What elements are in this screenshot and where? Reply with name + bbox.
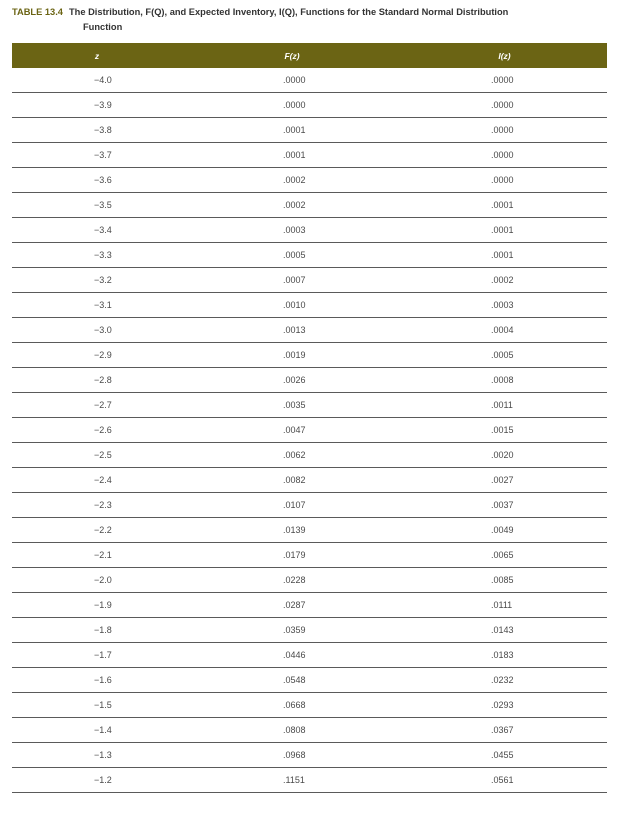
table-caption [12,5,607,35]
table-row [12,318,607,343]
cell-z: −3.5 [94,200,112,210]
cell-z: −1.4 [94,725,112,735]
table-row [12,518,607,543]
table-row [12,468,607,493]
cell-i: .0011 [491,400,513,410]
cell-f: .1151 [283,775,305,785]
cell-i: .0000 [491,75,514,85]
table-row [12,743,607,768]
table-row [12,493,607,518]
cell-z: −2.0 [94,575,112,585]
cell-i: .0004 [491,325,514,335]
cell-f: .0359 [283,625,306,635]
table-row [12,368,607,393]
table-row [12,693,607,718]
table-label: TABLE 13.4 [12,7,63,17]
cell-z: −2.2 [94,525,112,535]
column-header-z: z [94,50,100,61]
cell-z: −2.1 [94,550,112,560]
table-body [12,68,607,793]
cell-f: .0047 [283,425,306,435]
cell-f: .0026 [283,375,306,385]
cell-f: .0446 [283,650,306,660]
table-row [12,568,607,593]
cell-i: .0455 [491,750,514,760]
cell-z: −2.8 [94,375,112,385]
cell-i: .0000 [491,100,514,110]
cell-z: −1.9 [94,600,112,610]
cell-z: −2.4 [94,475,112,485]
table-row [12,618,607,643]
cell-z: −2.7 [94,400,112,410]
cell-z: −3.3 [94,250,112,260]
cell-i: .0143 [491,625,514,635]
cell-i: .0002 [491,275,514,285]
cell-f: .0668 [283,700,306,710]
cell-z: −3.0 [94,325,112,335]
distribution-table [12,43,607,793]
table-row [12,643,607,668]
table-row [12,268,607,293]
cell-f: .0139 [283,525,306,535]
cell-f: .0003 [283,225,306,235]
cell-i: .0003 [491,300,514,310]
cell-f: .0035 [283,400,306,410]
cell-f: .0968 [283,750,306,760]
cell-i: .0001 [491,200,514,210]
cell-i: .0000 [491,125,514,135]
cell-z: −1.8 [94,625,112,635]
cell-z: −1.7 [94,650,112,660]
table-title: The Distribution, F(Q), and Expected Inventory, I(Q), Functions for the Standard Normal Distribution [68,7,509,17]
cell-i: .0000 [491,175,514,185]
cell-z: −3.2 [94,275,112,285]
cell-z: −1.5 [94,700,112,710]
cell-z: −3.1 [94,300,112,310]
cell-i: .0111 [491,600,513,610]
table-row [12,68,607,93]
cell-i: .0001 [491,250,514,260]
cell-f: .0002 [283,200,306,210]
cell-z: −2.3 [94,500,112,510]
table-row [12,143,607,168]
table-row [12,168,607,193]
cell-i: .0027 [491,475,514,485]
table-row [12,418,607,443]
cell-f: .0019 [283,350,306,360]
cell-f: .0005 [283,250,306,260]
cell-i: .0085 [491,575,514,585]
cell-f: .0007 [283,275,306,285]
cell-z: −2.5 [94,450,112,460]
cell-i: .0000 [491,150,514,160]
cell-f: .0107 [283,500,306,510]
table-row [12,593,607,618]
table-row [12,193,607,218]
cell-f: .0013 [283,325,306,335]
cell-f: .0010 [283,300,306,310]
cell-z: −1.6 [94,675,112,685]
cell-z: −3.4 [94,225,112,235]
table-row [12,218,607,243]
cell-i: .0293 [491,700,514,710]
cell-i: .0065 [491,550,514,560]
cell-z: −1.3 [94,750,112,760]
cell-f: .0001 [283,150,306,160]
table-row [12,443,607,468]
cell-i: .0001 [491,225,514,235]
cell-f: .0062 [283,450,306,460]
cell-f: .0000 [283,100,306,110]
cell-z: −3.9 [94,100,112,110]
cell-i: .0020 [491,450,514,460]
cell-i: .0015 [491,425,514,435]
cell-f: .0287 [283,600,306,610]
cell-i: .0232 [491,675,514,685]
cell-z: −2.6 [94,425,112,435]
table-row [12,543,607,568]
cell-f: .0001 [283,125,306,135]
cell-i: .0561 [491,775,514,785]
cell-f: .0082 [283,475,306,485]
table-row [12,668,607,693]
cell-f: .0548 [283,675,306,685]
table-row [12,93,607,118]
table-header-row [12,43,607,68]
cell-i: .0183 [491,650,514,660]
column-header-f: F(z) [284,50,300,61]
cell-f: .0808 [283,725,306,735]
cell-z: −3.7 [94,150,112,160]
cell-i: .0005 [491,350,514,360]
cell-i: .0037 [491,500,514,510]
column-header-i: I(z) [498,50,511,61]
cell-z: −1.2 [94,775,112,785]
table-row [12,343,607,368]
table-row [12,393,607,418]
cell-z: −2.9 [94,350,112,360]
cell-i: .0008 [491,375,514,385]
cell-f: .0228 [283,575,306,585]
table-row [12,293,607,318]
cell-f: .0000 [283,75,306,85]
table-row [12,768,607,793]
cell-i: .0049 [491,525,514,535]
table-title-continuation: Function [83,22,123,32]
table-row [12,118,607,143]
cell-z: −4.0 [94,75,112,85]
cell-i: .0367 [491,725,514,735]
cell-f: .0179 [283,550,306,560]
cell-z: −3.6 [94,175,112,185]
cell-f: .0002 [283,175,306,185]
table-row [12,718,607,743]
cell-z: −3.8 [94,125,112,135]
table-row [12,243,607,268]
